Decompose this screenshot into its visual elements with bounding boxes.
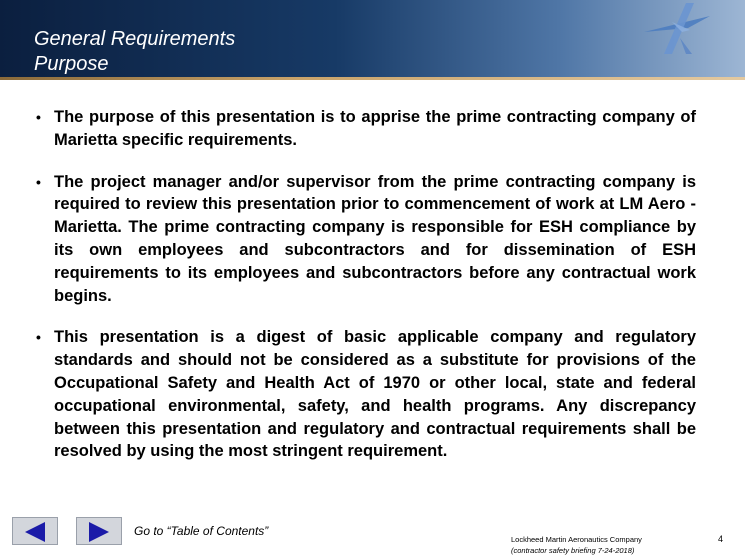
title-line-1: General Requirements xyxy=(34,28,236,50)
bullet-text: This presentation is a digest of basic applicable company and regulatory standards and should not be considered as a substitute for provisions of the Occupational Safety and Health Act of 1970 or other local, state and federal occupational environmental, safety, and health programs. Any discrepancy between this presentation and regulatory and contractual requirements shall be resolved by using the most stringent requirement. xyxy=(54,328,696,461)
title-line-2: Purpose xyxy=(34,53,109,75)
header-divider xyxy=(0,77,745,80)
arrow-right-icon xyxy=(77,518,123,546)
previous-slide-button[interactable] xyxy=(12,517,58,545)
bullet-list xyxy=(36,106,696,482)
page-number: 4 xyxy=(718,534,724,544)
bullet-item xyxy=(36,106,696,152)
next-slide-button[interactable] xyxy=(76,517,122,545)
bullet-icon: • xyxy=(36,109,41,125)
bullet-text: The purpose of this presentation is to apprise the prime contracting company of Marietta specific requirements. xyxy=(54,108,696,149)
bullet-item xyxy=(36,171,696,308)
company-name: Lockheed Martin Aeronautics Company xyxy=(511,535,642,544)
briefing-note: (contractor safety briefing 7-24-2018) xyxy=(511,546,635,555)
arrow-left-icon xyxy=(13,518,59,546)
page-title xyxy=(34,27,235,77)
bullet-icon: • xyxy=(36,173,41,190)
lockheed-martin-star-logo-icon xyxy=(642,2,712,56)
bullet-icon: • xyxy=(36,329,41,346)
table-of-contents-link[interactable]: Go to “Table of Contents” xyxy=(134,524,269,538)
bullet-text: The project manager and/or supervisor from the prime contracting company is required to review this presentation prior to commencement of work at LM Aero - Marietta. The prime contracting company is responsible for ESH compliance by its own employees and subcontractors and for dissemination of ESH requirements to its employees and subcontractors before any contractual work begins. xyxy=(54,172,696,305)
bullet-item xyxy=(36,326,696,463)
